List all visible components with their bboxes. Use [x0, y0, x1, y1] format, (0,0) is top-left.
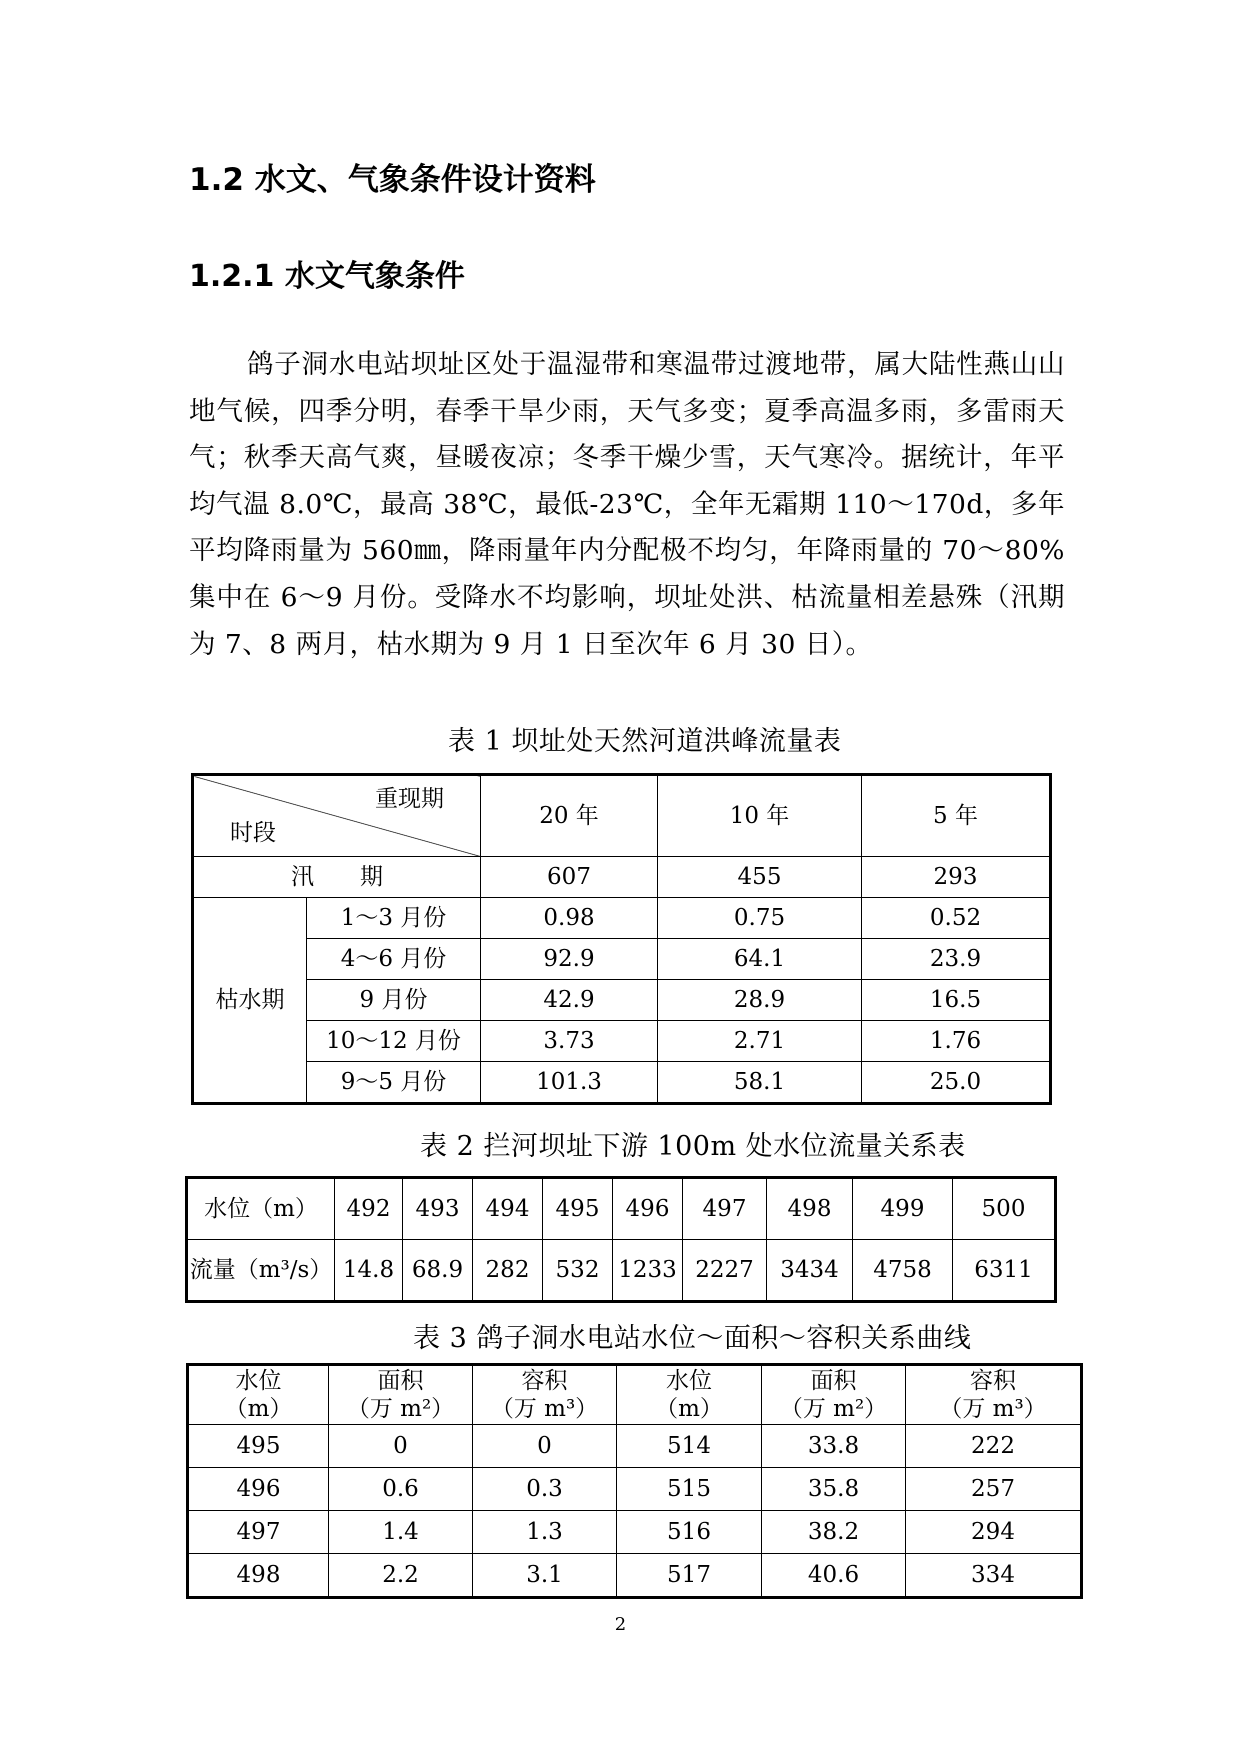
table-cell: 0.3	[473, 1468, 617, 1511]
table-cell: 58.1	[658, 1062, 862, 1104]
table-cell: 2.71	[658, 1021, 862, 1062]
table-cell: 257	[906, 1468, 1082, 1511]
table-cell: 4758	[853, 1240, 953, 1302]
table-cell: 495	[188, 1425, 329, 1468]
table-cell: 0.6	[329, 1468, 473, 1511]
table3-caption: 表 3 鸽子洞水电站水位～面积～容积关系曲线	[413, 1323, 972, 1354]
water-level-row	[187, 1178, 1056, 1240]
table-cell: 493	[403, 1178, 473, 1240]
table-cell: 495	[543, 1178, 613, 1240]
table-cell: 101.3	[481, 1062, 658, 1104]
row-label: 10～12 月份	[307, 1021, 481, 1062]
table-cell: 40.6	[762, 1554, 906, 1598]
table-row	[188, 1554, 1082, 1598]
return-period-label: 重现期	[375, 786, 444, 812]
row-label: 水位（m）	[187, 1178, 335, 1240]
table-cell: 282	[473, 1240, 543, 1302]
header-unit: （万 m²）	[346, 1396, 455, 1422]
header-unit: （万 m²）	[779, 1396, 888, 1422]
table-cell: 0.52	[862, 898, 1051, 939]
table-cell: 2.2	[329, 1554, 473, 1598]
header-unit: （m）	[655, 1396, 723, 1422]
header-name: 面积	[377, 1368, 424, 1394]
page-number: 2	[614, 1614, 627, 1635]
header-name: 水位	[235, 1368, 282, 1394]
header-name: 容积	[521, 1368, 568, 1394]
dry-season-label: 枯水期	[193, 898, 307, 1104]
table-cell: 500	[953, 1178, 1056, 1240]
header-unit: （m）	[224, 1396, 293, 1422]
table-cell: 0	[329, 1425, 473, 1468]
table-cell: 498	[188, 1554, 329, 1598]
period-label: 时段	[230, 820, 276, 846]
table-cell: 334	[906, 1554, 1082, 1598]
table-cell: 497	[188, 1511, 329, 1554]
table1-caption: 表 1 坝址处天然河道洪峰流量表	[448, 726, 842, 757]
column-header	[473, 1365, 617, 1425]
column-header: 5 年	[862, 775, 1051, 857]
table-cell: 0.98	[481, 898, 658, 939]
table-cell: 2227	[683, 1240, 767, 1302]
header-unit: （万 m³）	[490, 1396, 599, 1422]
table-cell: 23.9	[862, 939, 1051, 980]
flood-peak-table	[191, 773, 1052, 1105]
table-cell: 607	[481, 857, 658, 898]
row-label: 9 月份	[307, 980, 481, 1021]
table-cell: 92.9	[481, 939, 658, 980]
row-label: 1～3 月份	[307, 898, 481, 939]
column-header	[329, 1365, 473, 1425]
table-cell: 16.5	[862, 980, 1051, 1021]
table-cell: 3434	[767, 1240, 853, 1302]
table-cell: 514	[617, 1425, 762, 1468]
table-cell: 38.2	[762, 1511, 906, 1554]
column-header	[906, 1365, 1082, 1425]
table-cell: 494	[473, 1178, 543, 1240]
table-row	[193, 857, 1051, 898]
table-cell: 496	[188, 1468, 329, 1511]
table-cell: 517	[617, 1554, 762, 1598]
table-cell: 532	[543, 1240, 613, 1302]
column-header	[617, 1365, 762, 1425]
table-header-row	[193, 775, 1051, 857]
table-cell: 1233	[613, 1240, 683, 1302]
level-area-volume-table	[186, 1363, 1083, 1599]
table-row	[188, 1468, 1082, 1511]
table-cell: 14.8	[335, 1240, 403, 1302]
table-cell: 3.1	[473, 1554, 617, 1598]
header-name: 面积	[810, 1368, 857, 1394]
table-cell: 1.3	[473, 1511, 617, 1554]
table-cell: 3.73	[481, 1021, 658, 1062]
table2-caption: 表 2 拦河坝址下游 100m 处水位流量关系表	[420, 1131, 966, 1162]
column-header	[762, 1365, 906, 1425]
table-cell: 293	[862, 857, 1051, 898]
flood-season-label: 汛 期	[193, 857, 481, 898]
table-cell: 496	[613, 1178, 683, 1240]
table-cell: 64.1	[658, 939, 862, 980]
row-label: 4～6 月份	[307, 939, 481, 980]
table-cell: 0	[473, 1425, 617, 1468]
table-cell: 0.75	[658, 898, 862, 939]
table-cell: 455	[658, 857, 862, 898]
table-row	[188, 1425, 1082, 1468]
table-cell: 25.0	[862, 1062, 1051, 1104]
row-label: 流量（m³/s）	[187, 1240, 335, 1302]
table-cell: 497	[683, 1178, 767, 1240]
table-cell: 1.76	[862, 1021, 1051, 1062]
column-header	[188, 1365, 329, 1425]
table-cell: 515	[617, 1468, 762, 1511]
header-name: 水位	[666, 1368, 712, 1394]
table-row	[193, 1021, 1051, 1062]
table-cell: 294	[906, 1511, 1082, 1554]
table-cell: 33.8	[762, 1425, 906, 1468]
table-cell: 222	[906, 1425, 1082, 1468]
table-cell: 1.4	[329, 1511, 473, 1554]
table-cell: 68.9	[403, 1240, 473, 1302]
table-cell: 516	[617, 1511, 762, 1554]
discharge-row	[187, 1240, 1056, 1302]
table-row	[193, 1062, 1051, 1104]
table-cell: 492	[335, 1178, 403, 1240]
table-cell: 28.9	[658, 980, 862, 1021]
column-header: 20 年	[481, 775, 658, 857]
table-row	[193, 898, 1051, 939]
table-cell: 6311	[953, 1240, 1056, 1302]
table-row	[193, 939, 1051, 980]
diagonal-corner-cell	[193, 775, 481, 857]
table-cell: 498	[767, 1178, 853, 1240]
table-row	[193, 980, 1051, 1021]
column-header: 10 年	[658, 775, 862, 857]
header-name: 容积	[970, 1368, 1016, 1394]
table-cell: 35.8	[762, 1468, 906, 1511]
table-cell: 42.9	[481, 980, 658, 1021]
table-header-row	[188, 1365, 1082, 1425]
table-row	[188, 1511, 1082, 1554]
body-paragraph: 鸽子洞水电站坝址区处于温湿带和寒温带过渡地带，属大陆性燕山山地气候，四季分明，春季干旱少雨，天气多变；夏季高温多雨，多雷雨天气；秋季天高气爽，昼暖夜凉；冬季干燥少雪，天气寒冷。据统计，年平均气温 8.0℃，最高 38℃，最低-23℃，全年无霜期 110～170d，多年平均降雨量为 560㎜，降雨量年内分配极不均匀，年降雨量的 70～80%集中在 6～9 月份。受降水不均影响，坝址处洪、枯流量相差悬殊（汛期为 7、8 两月，枯水期为 9 月 1 日至次年 6 月 30 日）。	[189, 349, 1065, 660]
section-heading: 1.2 水文、气象条件设计资料	[189, 162, 596, 198]
row-label: 9～5 月份	[307, 1062, 481, 1104]
table-cell: 499	[853, 1178, 953, 1240]
header-unit: （万 m³）	[939, 1396, 1047, 1422]
stage-discharge-table	[185, 1176, 1057, 1303]
subsection-heading: 1.2.1 水文气象条件	[189, 259, 465, 294]
